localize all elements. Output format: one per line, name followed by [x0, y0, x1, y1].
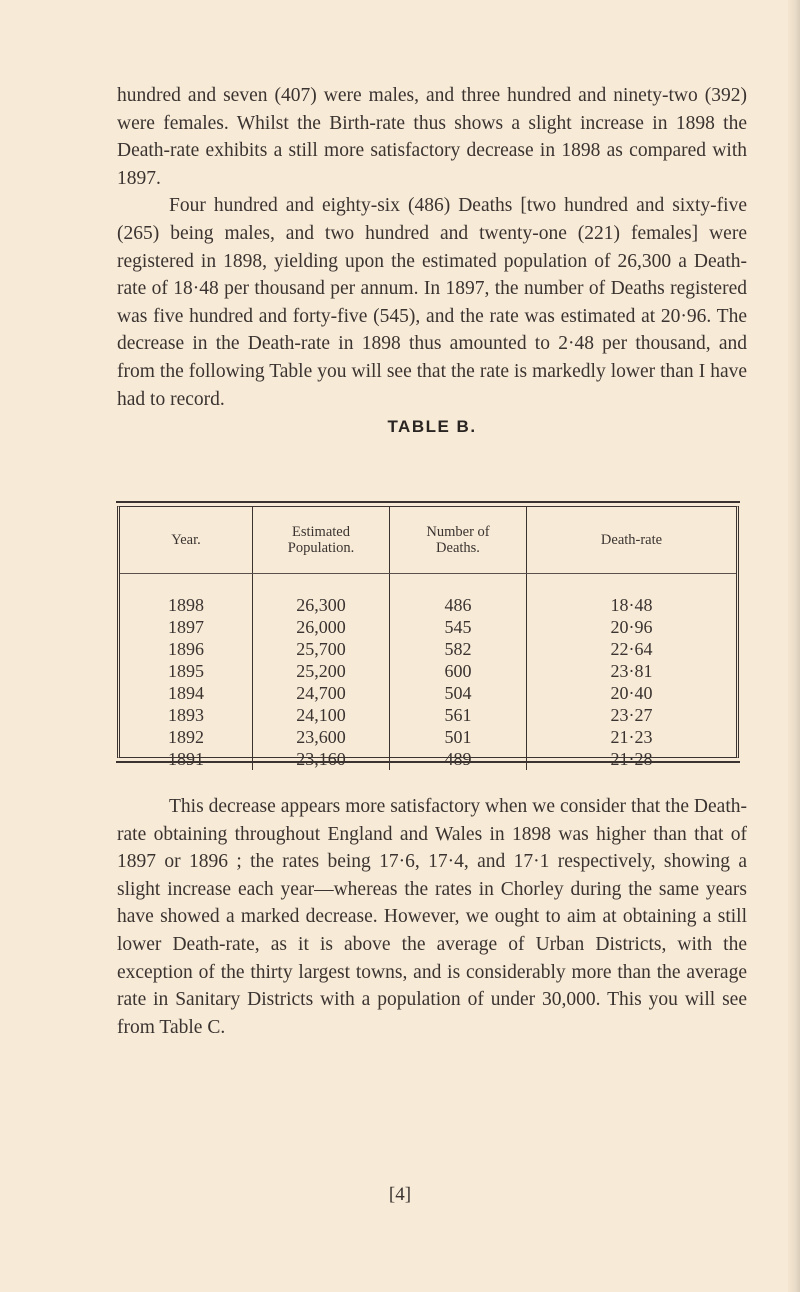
cell-rate: 18·48	[610, 595, 653, 615]
cell-population: 24,100	[296, 705, 346, 725]
column-year	[120, 574, 253, 771]
cell-population: 25,200	[296, 661, 346, 681]
page-number: [4]	[388, 1184, 412, 1205]
cell-population: 23,160	[296, 749, 346, 769]
cell-year: 1898	[168, 595, 204, 615]
paragraph-comparison: This decrease appears more satisfactory when we consider that the Death-rate obtaining throughout England and Wales in 1898 was higher than that of 1897 or 1896 ; the rates being 17·6, 17·4, and 17·1 respectively, showing a slight increase each year—whereas the rates in Chorley during the same years have showed a marked decrease. However, we ought to aim at obtaining a still lower Death-rate, as it is above the average of Urban Districts, with the exception of the thirty largest towns, and is considerably more than the average rate in Sanitary Districts with a population of under 30,000. This you will see from Table C.	[117, 796, 747, 1038]
table-header-row	[120, 507, 736, 574]
cell-population: 26,300	[296, 595, 346, 615]
header-population: Estimated Population.	[253, 507, 390, 574]
table-body-row	[120, 574, 736, 771]
cell-rate: 22·64	[610, 639, 653, 659]
document-body	[117, 82, 747, 439]
header-deaths: Number of Deaths.	[390, 507, 527, 574]
header-year: Year.	[120, 507, 253, 574]
cell-deaths: 489	[444, 749, 472, 769]
cell-rate: 21·28	[610, 749, 653, 769]
cell-deaths: 600	[444, 661, 472, 681]
paragraph-birth-rate: hundred and seven (407) were males, and three hundred and ninety-two (392) were females. Whilst the Birth-rate thus shows a slight increase in 1898 the Death-rate exhibits a still more satisfactory decrease in 1898 as compared with 1897.	[117, 85, 747, 189]
cell-year: 1894	[168, 683, 204, 703]
cell-rate: 20·40	[610, 683, 653, 703]
page-edge	[788, 0, 800, 1292]
cell-deaths: 545	[444, 617, 472, 637]
cell-population: 26,000	[296, 617, 346, 637]
column-deaths	[390, 574, 527, 771]
column-rate	[527, 574, 737, 771]
table-title: TABLE B.	[387, 417, 477, 437]
cell-deaths: 504	[444, 683, 472, 703]
cell-rate: 20·96	[610, 617, 653, 637]
header-rate: Death-rate	[527, 507, 737, 574]
cell-year: 1895	[168, 661, 204, 681]
cell-year: 1891	[168, 749, 204, 769]
cell-deaths: 486	[444, 595, 472, 615]
cell-rate: 23·27	[610, 705, 653, 725]
cell-year: 1897	[168, 617, 204, 637]
column-population	[253, 574, 390, 771]
cell-year: 1896	[168, 639, 204, 659]
document-body-continued	[117, 793, 747, 1041]
cell-year: 1893	[168, 705, 204, 725]
cell-deaths: 582	[444, 639, 472, 659]
paragraph-deaths-1898: Four hundred and eighty-six (486) Deaths [two hundred and sixty-five (265) being males, and two hundred and twenty-one (221) females] were registered in 1898, yielding upon the estimated population of 26,300 a Death-rate of 18·48 per thousand per annum. In 1897, the number of Deaths registered was five hundred and forty-five (545), and the rate was estimated at 20·96. The decrease in the Death-rate in 1898 thus amounted to 2·48 per thousand, and from the following Table you will see that the rate is markedly lower than I have had to record.	[117, 195, 747, 410]
cell-deaths: 561	[444, 705, 472, 725]
cell-rate: 21·23	[610, 727, 653, 747]
cell-population: 23,600	[296, 727, 346, 747]
cell-population: 25,700	[296, 639, 346, 659]
cell-population: 24,700	[296, 683, 346, 703]
death-rate-table	[120, 507, 736, 770]
cell-rate: 23·81	[610, 661, 653, 681]
table-b	[116, 501, 740, 769]
cell-year: 1892	[168, 727, 204, 747]
cell-deaths: 501	[444, 727, 472, 747]
